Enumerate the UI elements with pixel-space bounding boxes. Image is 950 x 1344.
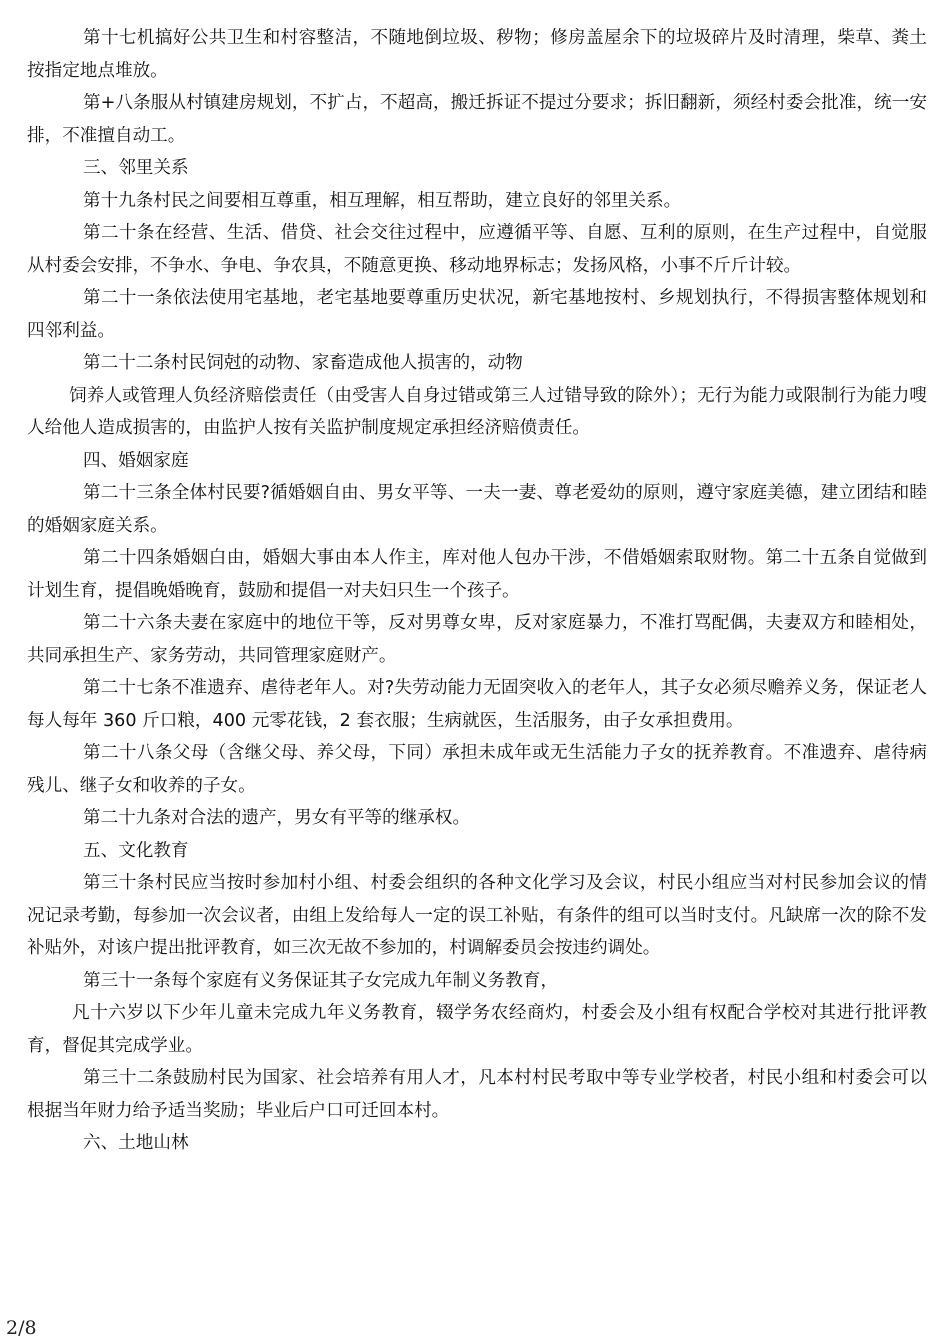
article-30: 第三十条村民应当按时参加村小组、村委会组织的各种文化学习及会议，村民小组应当对村民参加会议的情况记录考勤，每参加一次会议者，由组上发给每人一定的误工补贴，有条件的组可以当时支付。凡缺席一次的除不发补贴外，对该户提出批评教育，如三次无故不参加的，村调解委员会按违约调处。 [27,873,927,958]
article-27: 第二十七条不准遗弃、虐待老年人。对?失劳动能力无固突收入的老年人，其子女必须尽赡养义务，保证老人每人每年 360 斤口粮，400 元零花钱，2 套衣服；生病就医，生活服务，由子女承担费用。 [27,678,927,731]
article-22-part-2: 饲养人或管理人负经济赔偿责任（由受害人自身过错或第三人过错导致的除外）；无行为能力或限制行为能力嗖人给他人造成损害的，由监护人按有关监护制度规定承担经济赔偾责任。 [27,385,927,438]
article-31-part-2: 凡十六岁以下少年儿童未完成九年义务教育，辍学务农经商灼，村委会及小组有权配合学校对其进行批评教育，督促其完成学业。 [27,1003,927,1056]
article-23: 第二十三条全体村民要?循婚姻自由、男女平等、一夫一妻、尊老爱幼的原则，遵守家庭美德，建立团结和睦的婚姻家庭关系。 [27,483,927,536]
section-heading-land-forest: 六、土地山林 [83,1133,189,1153]
page-number: 2/8 [6,1317,37,1339]
article-29: 第二十九条对合法的遗产，男女有平等的继承权。 [83,808,471,828]
section-heading-neighbor-relations: 三、邻里关系 [83,158,189,178]
article-17: 第十七机搞好公共卫生和村容整洁，不随地倒垃圾、秽物；修房盖屋余下的垃圾碎片及时清理，柴草、粪土按指定地点堆放。 [27,28,927,81]
article-31-part-1: 第三十一条每个家庭有义务保证其子女完成九年制义务教育， [83,970,559,991]
article-26: 第二十六条夫妻在家庭中的地位干等，反对男尊女卑，反对家庭暴力，不准打骂配偶，夫妻双方和睦相处，共同承担生产、家务劳动，共同管理家庭财产。 [27,613,927,666]
section-heading-culture-education: 五、文化教育 [83,840,189,861]
article-24-25: 第二十四条婚姻白由，婚姻大事由本人作主，库对他人包办干涉，不借婚姻索取财物。第二十五条自觉做到计划生育，提倡晚婚晚育，鼓励和提倡一对夫妇只生一个孩子。 [27,548,927,601]
article-19: 第十九条村民之间要相互尊重，相互理解，相互帮助，建立良好的邻里关系。 [83,190,682,211]
article-20: 第二十条在经营、生活、借贷、社会交往过程中，应遵循平等、自愿、互利的原则，在生产过程中，自觉服从村委会安排，不争水、争电、争农具，不随意更换、移动地界标志；发扬风格，小事不斤斤计较。 [27,223,927,276]
article-21: 第二十一条依法使用宅基地，老宅基地要尊重历史状况，新宅基地按村、乡规划执行，不得损害整体规划和四邻利益。 [27,288,927,341]
article-18: 第+八条服从村镇建房规划，不扩占，不超高，搬迁拆证不提过分要求；拆旧翻新，须经村委会批准，统一安排，不准擅自动工。 [27,93,927,146]
section-heading-marriage-family: 四、婚姻家庭 [83,450,189,471]
article-28: 第二十八条父母（含继父母、养父母，下同）承担未成年或无生活能力子女的抚养教育。不准遗弃、虐待病残儿、继子女和收养的子女。 [27,743,927,796]
article-22-part-1: 第二十二条村民饲尅的动物、家畜造成他人损害的，动物 [83,353,523,373]
article-32: 第三十二条鼓励村民为国家、社会培养有用人才，凡本村村民考取中等专业学校者，村民小组和村委会可以根据当年财力给予适当奖励；毕业后户口可迁回本村。 [27,1068,927,1121]
document-page [27,22,927,1160]
